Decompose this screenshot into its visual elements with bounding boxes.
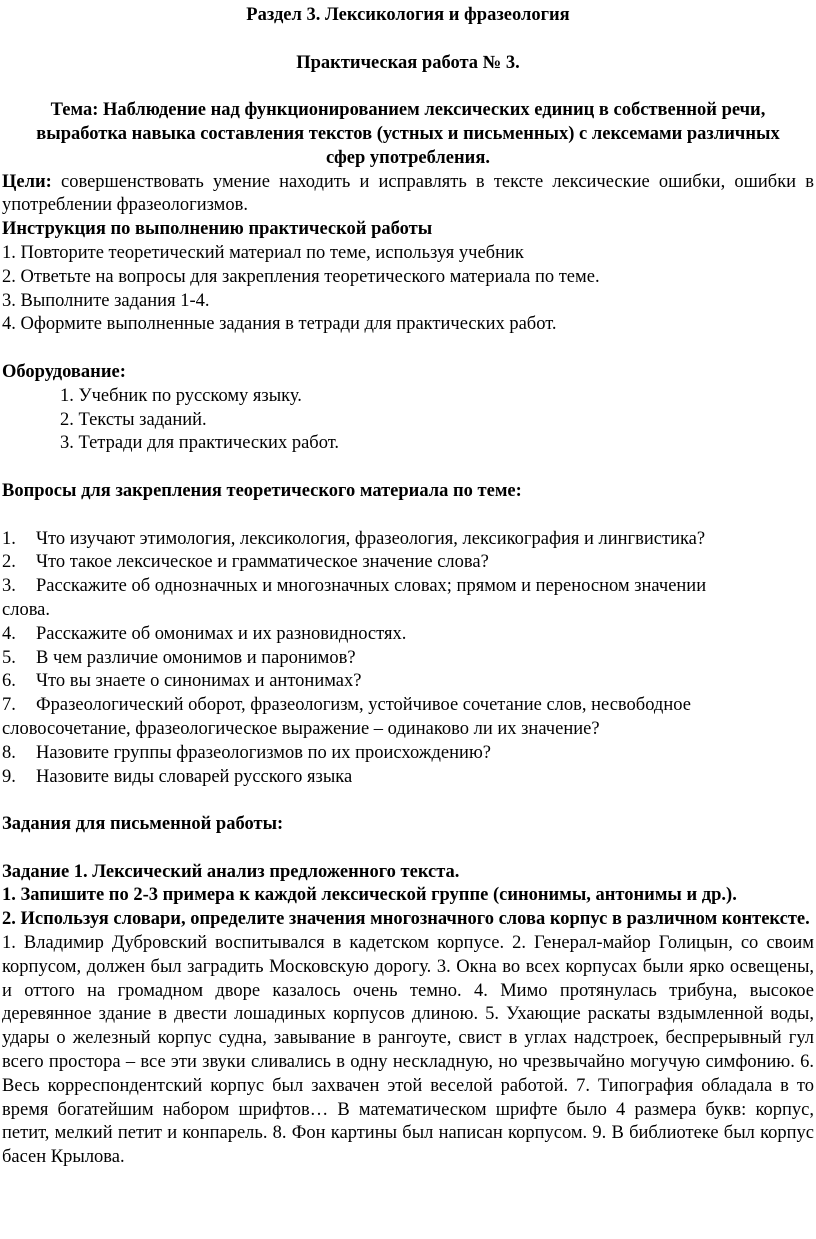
question-text: В чем различие омонимов и паронимов?: [36, 647, 356, 668]
spacer: [0, 789, 816, 813]
goals-paragraph: [0, 171, 816, 219]
question-continuation: словосочетание, фразеологическое выражение – одинаково ли их значение?: [2, 718, 600, 739]
question-item: [0, 575, 816, 599]
equipment-item: 2. Тексты заданий.: [60, 409, 207, 430]
spacer: [0, 75, 816, 99]
question-text: Фразеологический оборот, фразеологизм, устойчивое сочетание слов, несвободное: [36, 695, 691, 716]
question-number: 8.: [2, 742, 16, 763]
written-heading: Задания для письменной работы:: [2, 814, 284, 835]
section-title: Раздел 3. Лексикология и фразеология: [246, 5, 570, 25]
spacer: [0, 28, 816, 52]
instruction-item: 3. Выполните задания 1-4.: [2, 290, 210, 311]
question-number: 9.: [2, 766, 16, 787]
equipment-heading: [0, 361, 816, 385]
goals-label: Цели:: [2, 171, 52, 192]
question-number: 1.: [2, 528, 16, 549]
question-item: [0, 766, 816, 790]
task1-title: Задание 1. Лексический анализ предложенного текста.: [2, 861, 460, 882]
equipment-heading-colon: :: [119, 361, 126, 382]
equipment-heading-text: Оборудование: [2, 361, 120, 382]
goals-text: совершенствовать умение находить и исправлять в тексте лексические ошибки, ошибки в употреблении фразеологизмов.: [2, 171, 814, 216]
instruction-item: 4. Оформите выполненные задания в тетради для практических работ.: [2, 314, 557, 335]
question-number: 7.: [2, 695, 16, 716]
question-number: 2.: [2, 552, 16, 573]
spacer: [0, 337, 816, 361]
spacer: [0, 837, 816, 861]
questions-heading: Вопросы для закрепления теоретического материала по теме:: [2, 480, 522, 501]
question-continuation: слова.: [2, 599, 51, 620]
spacer: [0, 456, 816, 480]
question-item: [0, 528, 816, 552]
question-text: Расскажите об омонимах и их разновидностях.: [36, 623, 407, 644]
instruction-item: 1. Повторите теоретический материал по теме, используя учебник: [2, 242, 524, 263]
spacer: [0, 504, 816, 528]
work-title: Практическая работа № 3.: [296, 52, 520, 73]
instruction-item: 2. Ответьте на вопросы для закрепления теоретического материала по теме.: [2, 266, 600, 287]
question-text: Назовите виды словарей русского языка: [36, 766, 353, 787]
task1-item: 2. Используя словари, определите значения многозначного слова корпус в различном контексте.: [2, 909, 810, 930]
task1-text: 1. Владимир Дубровский воспитывался в кадетском корпусе. 2. Генерал-майор Голицын, со своим корпусом, должен был заградить Московскую дорогу. 3. Окна во всех корпусах были ярко освещены, и оттого на громадном дворе казалось очень темно. 4. Мимо протянулась трибуна, высокое деревянное здание в двести лошадиных корпусов длиною. 5. Ухающие раскаты вздымленной воды, удары о железный корпус судна, завывание в рангоуте, свист в углах надстроек, беспрерывный гул всего простора – все эти звуки сливались в одну нескладную, но чрезвычайно могучую симфонию. 6. Весь корреспондентский корпус был захвачен этой веселой работой. 7. Типография обладала в то время богатейшим набором шрифтов… В математическом шрифте было 4 размера букв: корпус, петит, мелкий петит и конпарель. 8. Фон картины был написан корпусом. 9. В библиотеке был корпус басен Крылова.: [2, 933, 814, 1168]
equipment-item: 3. Тетради для практических работ.: [60, 433, 340, 454]
question-item: [0, 694, 816, 718]
question-item: [0, 742, 816, 766]
question-text: Расскажите об однозначных и многозначных словах; прямом и переносном значении: [36, 576, 707, 597]
question-text: Что изучают этимология, лексикология, фразеология, лексикография и лингвистика?: [36, 528, 706, 549]
task1-item: 1. Запишите по 2-3 примера к каждой лексической группе (синонимы, антонимы и др.).: [2, 885, 737, 906]
question-text: Назовите группы фразеологизмов по их происхождению?: [36, 742, 491, 763]
topic-heading: Тема: Наблюдение над функционированием лексических единиц в собственной речи, выработка навыка составления текстов (устных и письменных) с лексемами различных сфер употребления.: [36, 100, 780, 168]
question-number: 3.: [2, 576, 16, 597]
question-number: 6.: [2, 671, 16, 692]
question-item: [0, 551, 816, 575]
question-item: [0, 623, 816, 647]
instruction-heading: Инструкция по выполнению практической работы: [2, 219, 433, 240]
question-text: Что такое лексическое и грамматическое значение слова?: [36, 552, 489, 573]
question-item: [0, 670, 816, 694]
question-number: 5.: [2, 647, 16, 668]
question-text: Что вы знаете о синонимах и антонимах?: [36, 671, 362, 692]
question-number: 4.: [2, 623, 16, 644]
question-item: [0, 647, 816, 671]
equipment-item: 1. Учебник по русскому языку.: [60, 385, 302, 406]
